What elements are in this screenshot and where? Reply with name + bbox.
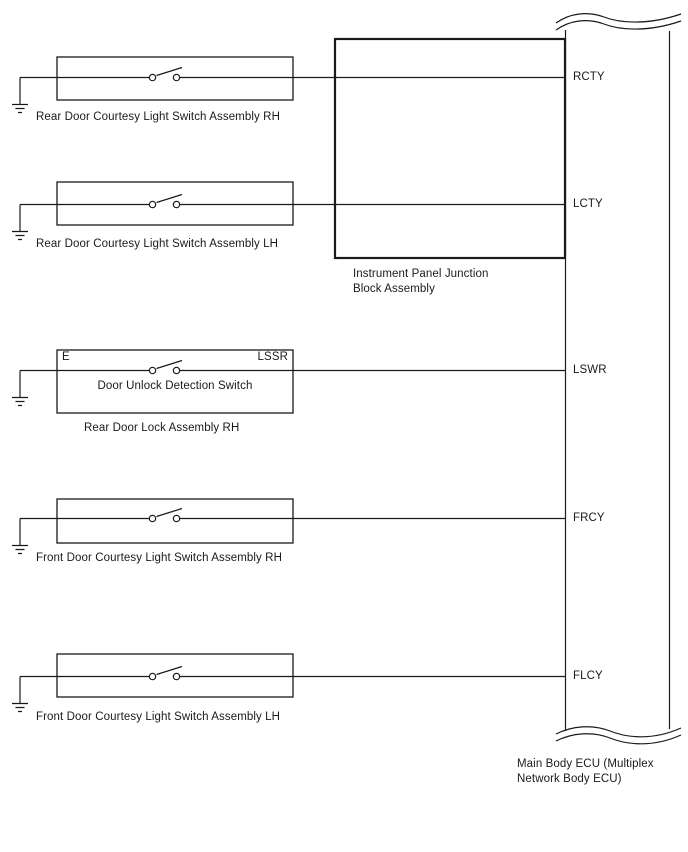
inner-switch-label: Door Unlock Detection Switch — [97, 380, 253, 392]
junction-block-box — [335, 39, 565, 258]
ground-icon — [12, 519, 28, 554]
component-label: Rear Door Courtesy Light Switch Assembly RH — [36, 111, 280, 123]
component-label: Rear Door Courtesy Light Switch Assembly LH — [36, 238, 279, 250]
component-label: Rear Door Lock Assembly RH — [84, 422, 240, 434]
terminal-label-rcty: RCTY — [573, 71, 605, 83]
switch-open-icon — [149, 195, 182, 208]
ecu-box — [556, 14, 681, 744]
terminal-label-lcty: LCTY — [573, 198, 603, 210]
ground-icon — [12, 205, 28, 240]
terminal-label-lswr: LSWR — [573, 364, 607, 376]
ground-icon — [12, 677, 28, 712]
switch-open-icon — [149, 361, 182, 374]
pin-label-e: E — [62, 351, 70, 363]
wire-break-icon — [556, 727, 681, 744]
ground-icon — [12, 371, 28, 406]
terminal-label-flcy: FLCY — [573, 670, 603, 682]
switch-open-icon — [149, 667, 182, 680]
ecu-label-line1: Main Body ECU (Multiplex — [517, 758, 654, 770]
switch-open-icon — [149, 509, 182, 522]
switch-assembly-front-rh — [12, 499, 565, 554]
pin-label-lssr: LSSR — [257, 351, 288, 363]
ground-icon — [12, 78, 28, 113]
component-label: Front Door Courtesy Light Switch Assembly LH — [36, 711, 281, 723]
switch-assembly-rear-rh — [12, 57, 565, 113]
switch-open-icon — [149, 68, 182, 81]
wire-break-icon — [556, 14, 681, 30]
switch-assembly-front-lh — [12, 654, 565, 712]
terminal-label-frcy: FRCY — [573, 512, 605, 524]
switch-assembly-rear-lh — [12, 182, 565, 240]
ecu-label-line2: Network Body ECU) — [517, 773, 622, 785]
junction-block-label-line2: Block Assembly — [353, 283, 435, 295]
component-label: Front Door Courtesy Light Switch Assembly RH — [36, 552, 282, 564]
junction-block-label-line1: Instrument Panel Junction — [353, 268, 489, 280]
